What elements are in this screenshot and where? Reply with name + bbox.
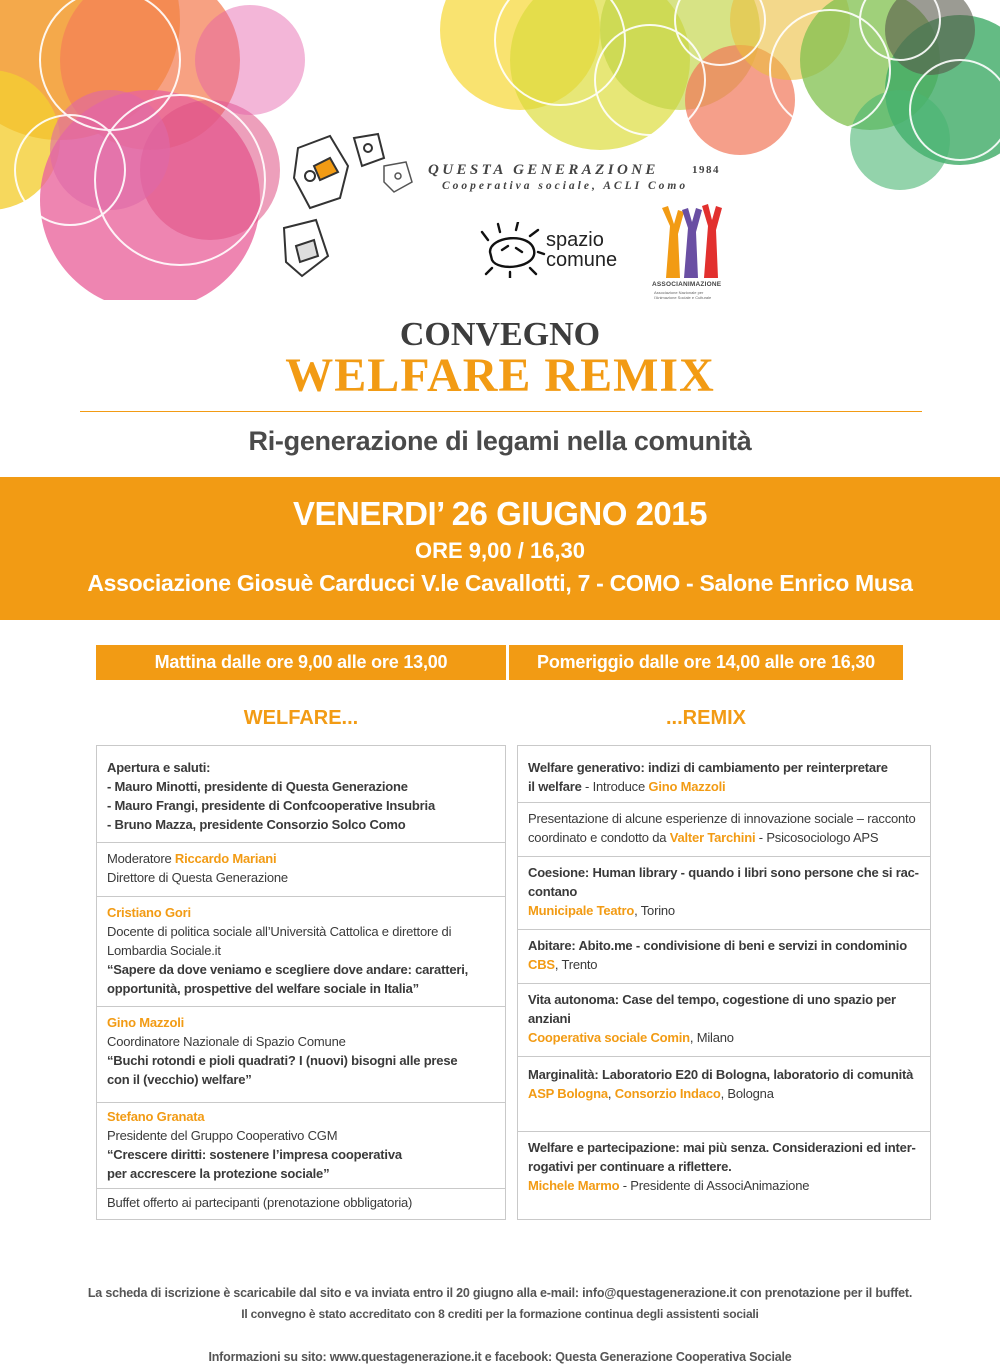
info-note: Informazioni su sito: www.questagenerazione.it e facebook: Questa Generazione Cooperativa Sociale [208, 1350, 792, 1364]
org-city: , Milano [689, 1030, 734, 1045]
vita-section [518, 984, 930, 1057]
subtitle: Ri-generazione di legami nella comunità [248, 426, 752, 456]
topic-title: Abitare: Abito.me - condivisione di beni e servizi in condominio [528, 938, 907, 953]
event-band [0, 477, 1000, 620]
speaker-role: - Presidente di AssociAnimazione [619, 1178, 810, 1193]
event-venue: Associazione Giosuè Carducci V.le Cavallotti, 7 - COMO - Salone Enrico Musa [87, 570, 913, 596]
intro-label: - Introduce [581, 779, 649, 794]
credits-note: Il convegno è stato accreditato con 8 crediti per la formazione continua degli assistenti sociali [241, 1307, 759, 1321]
right-column-heading: ...REMIX [665, 707, 746, 729]
topic-title: anziani [528, 1011, 571, 1026]
spazio-line1: spazio [546, 229, 604, 251]
org-city: , Torino [634, 903, 675, 918]
sun-doodle-icon [480, 222, 546, 278]
org-name: ASP Bologna [528, 1086, 608, 1101]
org-name: Consorzio Indaco [614, 1086, 721, 1101]
topic-title: il welfare [528, 779, 582, 794]
speaker-name: Gino Mazzoli [648, 779, 726, 794]
morning-session-header: Mattina dalle ore 9,00 alle ore 13,00 [96, 645, 506, 680]
speaker-role: Lombardia Sociale.it [107, 943, 221, 958]
talk-title: “Crescere diritti: sostenere l’impresa cooperativa [107, 1147, 402, 1162]
presentazione-section [518, 803, 930, 857]
left-column-heading: WELFARE... [243, 707, 359, 729]
divider [80, 411, 922, 412]
topic-title: Welfare generativo: indizi di cambiamento per reinterpretare [528, 760, 888, 775]
associanimazione-subtitle: Associazione Nazionale per l'Animazione Sociale e Culturale [654, 290, 712, 300]
small-mask-icon [380, 160, 422, 196]
presentation-text: coordinato e condotto da [528, 830, 670, 845]
talk-title: “Buchi rotondi e pioli quadrati? I (nuovi) bisogni alle prese [107, 1053, 458, 1068]
abitare-section [518, 930, 930, 984]
moderator-label: Moderatore [107, 851, 172, 866]
associanimazione-logo [650, 204, 730, 304]
speaker-role: Coordinatore Nazionale di Spazio Comune [107, 1034, 346, 1049]
opening-title: Apertura e saluti: [107, 760, 211, 775]
speaker-mazzoli [97, 1007, 505, 1103]
generativo-section [518, 746, 930, 803]
list-item: - Mauro Minotti, presidente di Questa Generazione [107, 779, 408, 794]
org-name: Cooperativa sociale Comin [528, 1030, 690, 1045]
event-hours: ORE 9,00 / 16,30 [415, 538, 585, 563]
talk-title: “Sapere da dove veniamo e scegliere dove andare: caratteri, [107, 962, 469, 977]
separator: , [607, 1086, 615, 1101]
masks-icon [280, 128, 430, 288]
registration-note: La scheda di iscrizione è scaricabile dal sito e va inviata entro il 20 giugno alla e-mail: info@questagenerazione.it con prenotazione per il buffet. [87, 1286, 913, 1300]
speaker-name: Valter Tarchini [669, 830, 756, 845]
moderator-section [97, 843, 505, 897]
event-date: VENERDI’ 26 GIUGNO 2015 [292, 495, 707, 532]
coesione-section [518, 857, 930, 930]
list-item: - Mauro Frangi, presidente di Confcooperative Insubria [107, 798, 435, 813]
topic-title: Coesione: Human library - quando i libri sono persone che si rac- [528, 865, 919, 880]
qg-subtitle: Cooperativa sociale, ACLI Como [442, 180, 689, 192]
associanimazione-name: ASSOCIANIMAZIONE [652, 281, 722, 288]
kicker-title: CONVEGNO [399, 316, 601, 353]
speaker-name: Cristiano Gori [107, 905, 191, 920]
afternoon-session-header: Pomeriggio dalle ore 14,00 alle ore 16,30 [509, 645, 903, 680]
talk-title: opportunità, prospettive del welfare sociale in Italia” [107, 981, 419, 996]
list-item: - Bruno Mazza, presidente Consorzio Solco Como [107, 817, 406, 832]
moderator-role: Direttore di Questa Generazione [107, 870, 288, 885]
opening-section [97, 746, 505, 843]
speaker-name: Stefano Granata [107, 1109, 205, 1124]
topic-title: Welfare e partecipazione: mai più senza. Considerazioni ed inter- [528, 1140, 916, 1155]
topic-title: rogativi per continuare a riflettere. [528, 1159, 732, 1174]
speaker-role: Docente di politica sociale all’Università Cattolica e direttore di [107, 924, 452, 939]
afternoon-program [517, 745, 931, 1220]
moderator-name: Riccardo Mariani [174, 851, 277, 866]
talk-title: per accrescere la protezione sociale” [107, 1166, 330, 1181]
morning-program [96, 745, 506, 1220]
org-name: CBS [528, 957, 555, 972]
speaker-role: - Psicosociologo APS [755, 830, 879, 845]
marginalita-section [518, 1057, 930, 1132]
topic-title: contano [528, 884, 578, 899]
org-city: , Trento [554, 957, 598, 972]
qg-year: 1984 [692, 164, 720, 176]
speaker-name: Michele Marmo [528, 1178, 620, 1193]
speaker-name: Gino Mazzoli [107, 1015, 185, 1030]
main-title: WELFARE REMIX [285, 349, 715, 402]
spazio-comune-logo [480, 222, 640, 278]
topic-title: Marginalità: Laboratorio E20 di Bologna, laboratorio di comunità [528, 1067, 914, 1082]
speaker-granata [97, 1103, 505, 1189]
speaker-gori [97, 897, 505, 1007]
buffet-section [97, 1189, 505, 1219]
org-name: Municipale Teatro [528, 903, 635, 918]
speaker-role: Presidente del Gruppo Cooperativo CGM [107, 1128, 338, 1143]
partecipazione-section [518, 1132, 930, 1219]
talk-title: con il (vecchio) welfare” [107, 1072, 252, 1087]
three-figures-icon [654, 204, 724, 280]
org-city: , Bologna [720, 1086, 774, 1101]
buffet-note: Buffet offerto ai partecipanti (prenotazione obbligatoria) [107, 1195, 413, 1210]
spazio-line2: comune [546, 249, 618, 271]
qg-title: QUESTA GENERAZIONE [428, 162, 659, 178]
presentation-text: Presentazione di alcune esperienze di innovazione sociale – racconto [528, 811, 916, 826]
topic-title: Vita autonoma: Case del tempo, cogestione di uno spazio per [528, 992, 896, 1007]
